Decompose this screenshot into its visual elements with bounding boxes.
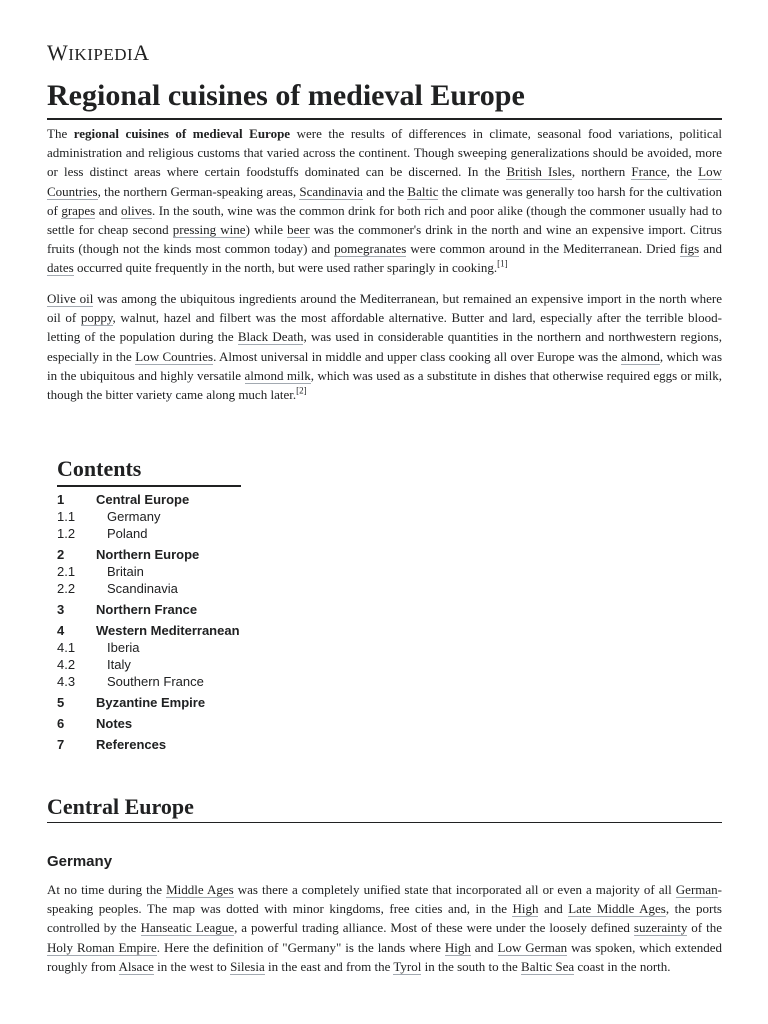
text-run: in the west to (153, 958, 231, 974)
toc-number: 5 (57, 695, 65, 710)
logo-letters: IKIPEDI (68, 45, 134, 64)
text-run: , which was in the ubiquitous and highly versatile (47, 348, 723, 383)
wiki-link[interactable]: pomegranates (334, 241, 407, 257)
intro-paragraph-1 (47, 124, 722, 278)
text-run: was among the ubiquitous ingredients around the Mediterranean, but remained an expensive import in the north where oil of (47, 291, 723, 326)
text-run: , a powerful trading alliance. Most of these were under the loosely defined (234, 920, 634, 936)
toc-entry[interactable] (57, 737, 357, 753)
text-run: , the ports controlled by the (47, 901, 722, 936)
text-run: and the (362, 183, 408, 199)
toc-subitem[interactable] (57, 525, 357, 542)
text-run: , which was used as a substitute in dishes that otherwise required eggs or milk, though the bitter variety came along much later. (47, 367, 722, 403)
toc-item[interactable] (57, 716, 357, 732)
text-run: occurred quite frequently in the north, but were used rather sparingly in cooking. (73, 260, 498, 276)
wiki-link[interactable]: olives (120, 202, 153, 218)
wiki-link[interactable]: pressing wine (172, 222, 246, 238)
text-run: and (95, 202, 121, 218)
toc-number: 2.1 (57, 564, 76, 579)
toc-link[interactable]: Iberia (107, 640, 140, 655)
wiki-link[interactable]: Black Death (237, 329, 304, 345)
toc-number: 2.2 (57, 581, 76, 596)
wiki-link[interactable]: Low Countries (47, 164, 722, 199)
text-run: The (47, 126, 74, 141)
toc-link[interactable]: Northern France (96, 602, 198, 617)
text-run: were the results of differences in climate, seasonal food variations, political administration and religious customs that varied across the continent. Though sweeping generalizations should be avoided, more or less distinct areas where certain foodstuffs dominated can be discerned. In the (47, 126, 722, 180)
intro-paragraph-2 (47, 289, 722, 404)
toc-item[interactable] (57, 623, 357, 690)
section-heading-central-europe: Central Europe (47, 793, 722, 823)
text-run: -speaking peoples. The map was dotted with minor kingdoms, free cities and, in the (47, 882, 722, 917)
text-run: coast in the north. (574, 958, 671, 974)
toc-entry[interactable] (57, 492, 357, 508)
wiki-link[interactable]: Low Countries (135, 348, 214, 364)
text-run: in the south to the (421, 958, 522, 974)
wiki-link[interactable]: Middle Ages (166, 882, 234, 897)
wikipedia-logo[interactable] (47, 40, 150, 66)
logo-letter-a: A (133, 40, 150, 65)
toc-number: 1 (57, 492, 65, 507)
toc-subitem[interactable] (57, 580, 357, 597)
toc-entry[interactable] (57, 695, 357, 711)
text-run: , was used in considerable quantities in the northern and northwestern regions, especially in the (47, 329, 722, 364)
toc-item[interactable] (57, 602, 357, 618)
text-run: and (538, 901, 569, 917)
toc-entry[interactable] (57, 547, 357, 563)
toc-link[interactable]: Notes (96, 716, 133, 731)
toc-item[interactable] (57, 547, 357, 597)
wiki-link[interactable]: Scandinavia (299, 183, 363, 199)
toc-number: 4.1 (57, 640, 76, 655)
toc-subitem[interactable] (57, 639, 357, 656)
toc-subitem[interactable] (57, 563, 357, 580)
wiki-link[interactable]: Tyrol (393, 958, 422, 974)
toc-sublist (57, 563, 357, 597)
toc-entry[interactable] (57, 623, 357, 639)
citation-ref[interactable]: [1] (497, 259, 508, 270)
wiki-link[interactable]: France (631, 164, 667, 180)
table-of-contents (57, 455, 357, 753)
citation-ref[interactable]: [2] (296, 385, 307, 396)
toc-entry[interactable] (57, 602, 357, 618)
text-run: . Here the definition of "Germany" is the lands where (156, 939, 445, 955)
text-run: was there a completely unified state that incorporated all or even a majority of all (233, 882, 676, 897)
toc-item[interactable] (57, 492, 357, 542)
wiki-link[interactable]: German (675, 882, 718, 897)
toc-link[interactable]: Italy (107, 657, 131, 672)
wiki-link[interactable]: Alsace (118, 958, 154, 974)
toc-number: 4 (57, 623, 65, 638)
wiki-link[interactable]: High (512, 901, 539, 917)
toc-number: 1.2 (57, 526, 76, 541)
wiki-link[interactable]: Olive oil (47, 291, 94, 306)
text-run: of the (687, 920, 722, 936)
bold-text: regional cuisines of medieval Europe (73, 126, 291, 141)
text-run: in the east and from the (264, 958, 394, 974)
toc-title: Contents (57, 455, 241, 487)
wiki-link[interactable]: almond milk (244, 367, 311, 383)
toc-link[interactable]: Poland (107, 526, 148, 541)
toc-link[interactable]: Byzantine Empire (96, 695, 206, 710)
toc-subitem[interactable] (57, 656, 357, 673)
wiki-link[interactable]: Baltic Sea (521, 958, 575, 974)
toc-link[interactable]: Northern Europe (96, 547, 200, 562)
text-run: . Almost universal in middle and upper class cooking all over Europe was the (213, 348, 621, 364)
toc-link[interactable]: Britain (107, 564, 144, 579)
wiki-link[interactable]: Late Middle Ages (568, 901, 666, 917)
toc-number: 6 (57, 716, 65, 731)
toc-sublist (57, 508, 357, 542)
toc-link[interactable]: Germany (107, 509, 161, 524)
wiki-link[interactable]: Silesia (230, 958, 265, 974)
toc-number: 4.3 (57, 674, 76, 689)
toc-number: 1.1 (57, 509, 76, 524)
text-run: , the northern German-speaking areas, (97, 183, 300, 199)
text-run: , northern (571, 164, 632, 180)
page-title: Regional cuisines of medieval Europe (47, 78, 722, 120)
toc-number: 2 (57, 547, 65, 562)
toc-entry[interactable] (57, 716, 357, 732)
wiki-link[interactable]: figs (679, 241, 700, 257)
text-run: was spoken, which extended roughly from (47, 939, 722, 974)
wiki-link[interactable]: British Isles (506, 164, 572, 180)
toc-link[interactable]: Western Mediterranean (96, 623, 240, 638)
toc-link[interactable]: References (96, 737, 167, 752)
text-run: was the commoner's drink in the north and wine an expensive import. Citrus fruits (though not the kinds most common today) and (47, 222, 722, 257)
toc-link[interactable]: Southern France (107, 674, 204, 689)
text-run: At no time during the (47, 882, 167, 897)
wiki-link[interactable]: suzerainty (633, 920, 688, 936)
wiki-link[interactable]: High (444, 939, 471, 955)
text-run: and (470, 939, 498, 955)
toc-link[interactable]: Scandinavia (107, 581, 178, 596)
toc-subitem[interactable] (57, 673, 357, 690)
wiki-link[interactable]: Baltic (407, 183, 439, 199)
toc-number: 7 (57, 737, 65, 752)
wiki-link[interactable]: Low German (497, 939, 568, 955)
wiki-link[interactable]: Hanseatic League (140, 920, 235, 936)
germany-paragraph (47, 880, 722, 976)
toc-item[interactable] (57, 737, 357, 753)
toc-number: 3 (57, 602, 65, 617)
text-run: the climate was generally too harsh for the cultivation of (47, 183, 722, 218)
toc-number: 4.2 (57, 657, 76, 672)
toc-item[interactable] (57, 695, 357, 711)
toc-list (57, 492, 357, 753)
wiki-link[interactable]: beer (287, 222, 310, 238)
wiki-link[interactable]: dates (47, 260, 74, 276)
wiki-link[interactable]: Holy Roman Empire (47, 939, 157, 955)
text-run: and (699, 241, 722, 257)
text-run: , the (666, 164, 699, 180)
wiki-link[interactable]: poppy (80, 310, 113, 326)
wiki-link[interactable]: almond (620, 348, 660, 364)
text-run: ) while (245, 222, 288, 238)
toc-link[interactable]: Central Europe (96, 492, 190, 507)
text-run: . In the south, wine was the common drink for both rich and poor alike (though the commoner usually had to settle for cheap second (47, 202, 722, 238)
toc-sublist (57, 639, 357, 690)
logo-letter-w: W (47, 40, 69, 65)
text-run: , walnut, hazel and filbert was the most affordable alternative. Butter and lard, especially after the terrible blood-letting of the population during the (47, 310, 722, 345)
toc-subitem[interactable] (57, 508, 357, 525)
text-run: were common around in the Mediterranean. Dried (406, 241, 680, 257)
wiki-link[interactable]: grapes (61, 202, 96, 218)
subsection-heading-germany: Germany (47, 853, 113, 870)
